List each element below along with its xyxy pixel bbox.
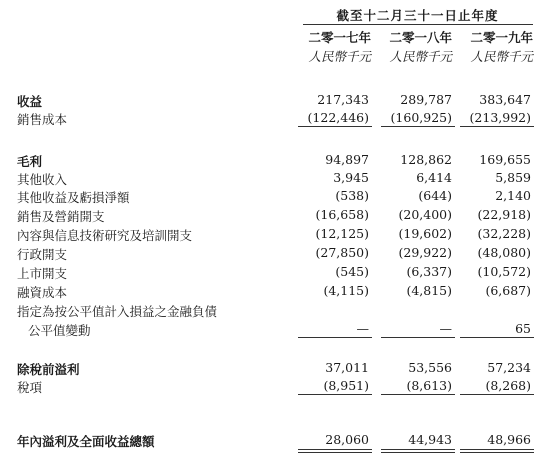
subtotal-rule — [460, 337, 534, 338]
value-2018: 128,862 — [400, 152, 452, 167]
row-label: 年內溢利及全面收益總額 — [17, 434, 155, 449]
row-total-comprehensive-income — [0, 432, 555, 450]
value-2018: 289,787 — [400, 92, 452, 107]
subtotal-rule — [460, 126, 534, 127]
subtotal-rule — [298, 126, 372, 127]
value-2019: (213,992) — [469, 110, 531, 125]
row-cost-of-sales — [0, 110, 555, 128]
value-2018: (8,613) — [406, 378, 452, 393]
value-2019: (8,268) — [485, 378, 531, 393]
value-2018: — — [439, 321, 452, 336]
value-2017: (12,125) — [315, 226, 369, 241]
value-2019: (6,687) — [485, 283, 531, 298]
value-2019: (48,080) — [477, 245, 531, 260]
year-header-2017: 二零一七年 — [308, 30, 371, 45]
row-fair-value-change — [0, 321, 555, 339]
row-label: 除稅前溢利 — [17, 362, 80, 377]
value-2017: 37,011 — [325, 360, 369, 375]
value-2018: 6,414 — [416, 170, 452, 185]
unit-label-2018: 人民幣千元 — [389, 49, 452, 64]
value-2017: 28,060 — [325, 432, 369, 447]
value-2019: 2,140 — [495, 188, 531, 203]
row-profit-before-tax — [0, 360, 555, 378]
subtotal-rule — [381, 337, 455, 338]
row-label: 內容與信息技術研究及培訓開支 — [17, 228, 193, 243]
row-label: 其他收益及虧損淨額 — [17, 190, 130, 205]
row-label: 稅項 — [17, 380, 43, 395]
value-2019: 383,647 — [479, 92, 531, 107]
value-2018: (644) — [418, 188, 452, 203]
unit-label-2017: 人民幣千元 — [308, 49, 371, 64]
value-2019: 57,234 — [487, 360, 531, 375]
row-label: 行政開支 — [17, 247, 68, 262]
row-label: 銷售成本 — [17, 112, 68, 127]
value-2019: 48,966 — [487, 432, 531, 447]
period-header: 截至十二月三十一日止年度 — [336, 8, 499, 23]
value-2017: 3,945 — [333, 170, 369, 185]
row-admin-expenses — [0, 245, 555, 263]
value-2017: (122,446) — [307, 110, 369, 125]
subtotal-rule — [460, 394, 534, 395]
row-fvtpl-liabilities — [0, 302, 555, 320]
value-2017: (16,658) — [315, 207, 369, 222]
total-double-rule — [381, 449, 455, 450]
value-2018: (19,602) — [398, 226, 452, 241]
value-2019: (10,572) — [477, 264, 531, 279]
value-2018: (4,815) — [406, 283, 452, 298]
row-label: 融資成本 — [17, 285, 68, 300]
row-rnd-training — [0, 226, 555, 244]
value-2019: (32,228) — [477, 226, 531, 241]
year-header-2018: 二零一八年 — [389, 30, 452, 45]
subtotal-rule — [381, 394, 455, 395]
value-2018: 53,556 — [408, 360, 452, 375]
value-2017: (4,115) — [323, 283, 369, 298]
total-double-rule — [460, 449, 534, 450]
value-2017: (8,951) — [323, 378, 369, 393]
total-double-rule — [298, 452, 372, 453]
row-label: 其他收入 — [17, 172, 68, 187]
total-double-rule — [381, 452, 455, 453]
value-2018: (20,400) — [398, 207, 452, 222]
row-other-income — [0, 170, 555, 188]
row-label: 指定為按公平值計入損益之金融負債 — [17, 304, 218, 319]
value-2019: (22,918) — [477, 207, 531, 222]
unit-label-2019: 人民幣千元 — [470, 49, 533, 64]
year-header-2019: 二零一九年 — [470, 30, 533, 45]
value-2018: (160,925) — [390, 110, 452, 125]
row-label: 上市開支 — [17, 266, 68, 281]
row-label: 公平值變動 — [28, 323, 91, 338]
row-selling-marketing — [0, 207, 555, 225]
value-2017: 217,343 — [317, 92, 369, 107]
value-2019: 65 — [515, 321, 531, 336]
subtotal-rule — [381, 126, 455, 127]
row-listing-expenses — [0, 264, 555, 282]
value-2019: 169,655 — [479, 152, 531, 167]
row-finance-costs — [0, 283, 555, 301]
row-gross-profit — [0, 152, 555, 170]
row-taxation — [0, 378, 555, 396]
row-label: 毛利 — [17, 154, 43, 169]
value-2018: (29,922) — [398, 245, 452, 260]
value-2018: 44,943 — [408, 432, 452, 447]
row-label: 收益 — [17, 94, 43, 109]
subtotal-rule — [298, 337, 372, 338]
value-2018: (6,337) — [406, 264, 452, 279]
total-double-rule — [460, 452, 534, 453]
value-2017: 94,897 — [325, 152, 369, 167]
row-label: 銷售及營銷開支 — [17, 209, 105, 224]
value-2017: (538) — [335, 188, 369, 203]
value-2017: (545) — [335, 264, 369, 279]
value-2017: — — [356, 321, 369, 336]
total-double-rule — [298, 449, 372, 450]
subtotal-rule — [298, 394, 372, 395]
value-2019: 5,859 — [495, 170, 531, 185]
period-header-underline — [303, 24, 533, 25]
row-revenue — [0, 92, 555, 110]
value-2017: (27,850) — [315, 245, 369, 260]
row-other-gains-losses — [0, 188, 555, 206]
